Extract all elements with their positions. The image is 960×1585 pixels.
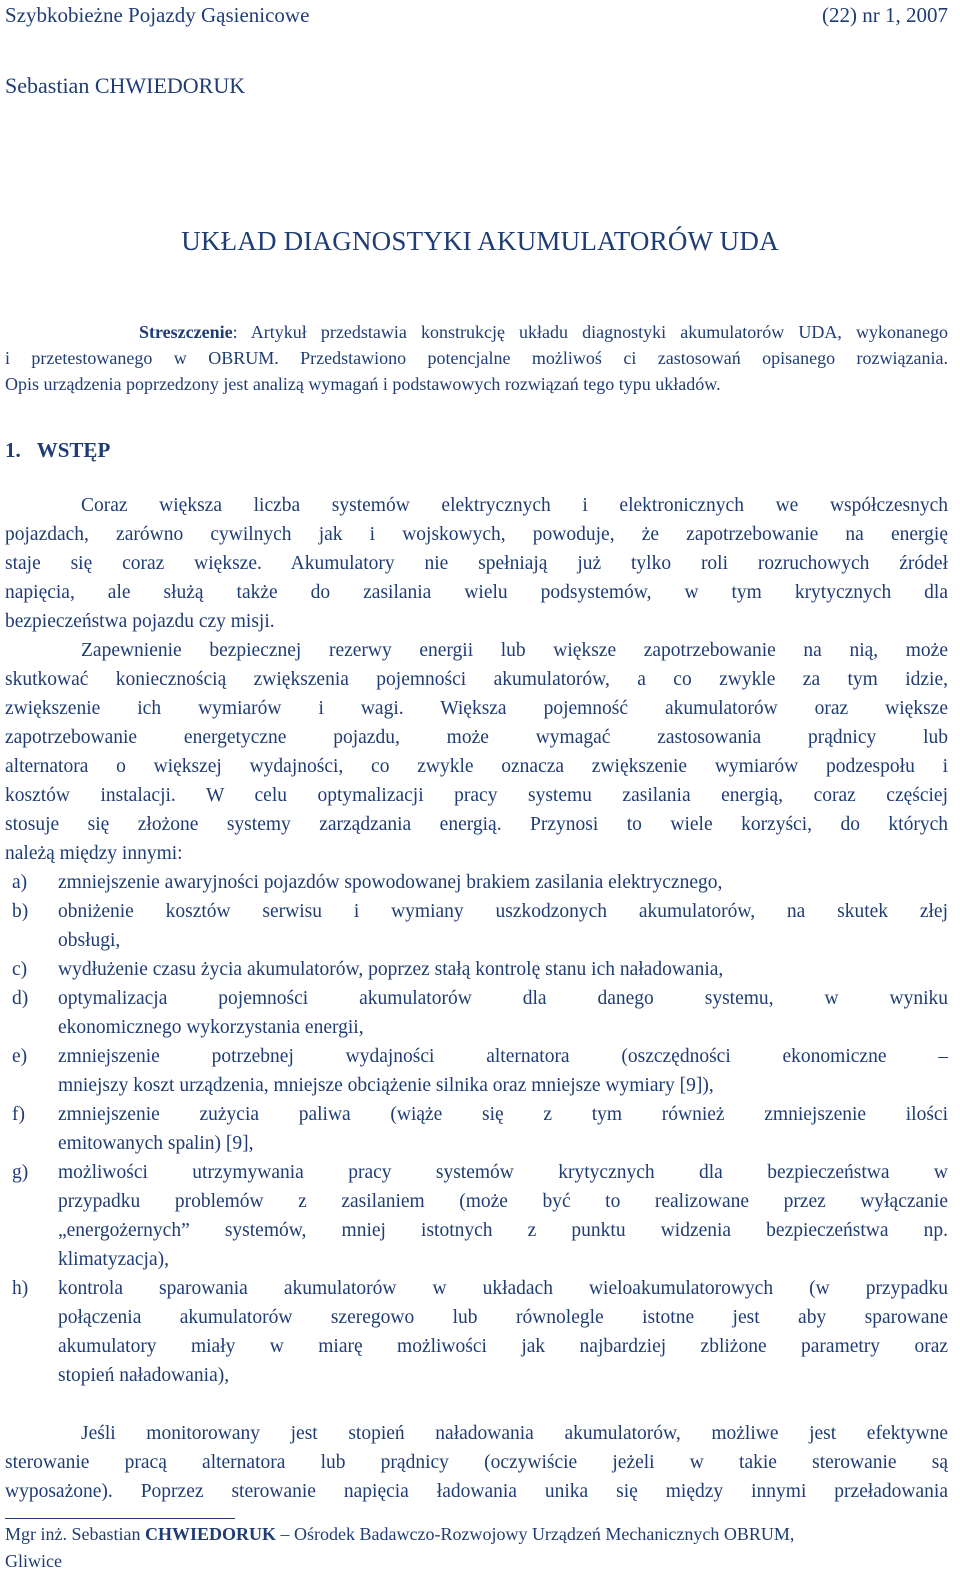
paragraph-line: zapotrzebowanie energetyczne pojazdu, może wymagać zastosowania prądnicy lub <box>5 727 948 748</box>
list-item <box>5 1100 948 1158</box>
list-marker: a) <box>12 872 28 893</box>
list-item-line: zmniejszenie awaryjności pojazdów spowodowanej brakiem zasilania elektrycznego, <box>58 872 723 893</box>
list-item-line: kontrola sparowania akumulatorów w układach wieloakumulatorowych (w przypadku <box>58 1278 948 1299</box>
list-marker: f) <box>12 1104 25 1125</box>
paragraph-line: Jeśli monitorowany jest stopień naładowania akumulatorów, możliwe jest efektywne <box>81 1423 948 1444</box>
paragraph-line: zwiększenie ich wymiarów i wagi. Większa pojemność akumulatorów oraz większe <box>5 698 948 719</box>
paper-title: UKŁAD DIAGNOSTYKI AKUMULATORÓW UDA <box>181 226 779 256</box>
paragraph-line: Coraz większa liczba systemów elektrycznych i elektronicznych we współczesnych <box>81 495 948 516</box>
issue-number: (22) nr 1, 2007 <box>822 3 948 27</box>
list-item <box>5 897 948 955</box>
list-item-line: mniejszy koszt urządzenia, mniejsze obciążenie silnika oraz mniejsze wymiary [9]), <box>58 1075 714 1096</box>
footnote-name: CHWIEDORUK <box>144 1524 276 1544</box>
paragraph-line: należą między innymi: <box>5 843 183 864</box>
list-marker: b) <box>12 901 29 922</box>
list-item-line: możliwości utrzymywania pracy systemów krytycznych dla bezpieczeństwa w <box>58 1162 948 1183</box>
list-marker: g) <box>12 1162 29 1183</box>
list-item-line: obsługi, <box>58 930 121 951</box>
list-item <box>5 955 948 984</box>
abstract <box>5 319 948 397</box>
author-footnote <box>5 1521 948 1575</box>
paragraph-line: alternatora o większej wydajności, co zwykle oznacza zwiększenie wymiarów podzespołu i <box>5 756 948 777</box>
list-item <box>5 1274 948 1390</box>
running-header <box>5 3 948 29</box>
abstract-text-1: : Artykuł przedstawia konstrukcję układu diagnostyki akumulatorów UDA, wykonanego <box>232 322 948 342</box>
body-text <box>5 491 948 1506</box>
paragraph-line: napięcia, ale służą także do zasilania wielu podsystemów, w tym krytycznych dla <box>5 582 948 603</box>
paragraph-line: sterowanie pracą alternatora lub prądnicy (oczywiście jeżeli w takie sterowanie są <box>5 1452 948 1473</box>
list-item-line: stopień naładowania), <box>58 1365 230 1386</box>
paragraph-line: stosuje się złożone systemy zarządzania energią. Przynosi to wiele korzyści, do których <box>5 814 948 835</box>
footnote-affiliation: – Ośrodek Badawczo-Rozwojowy Urządzeń Mechanicznych OBRUM, <box>276 1524 795 1544</box>
list-marker: d) <box>12 988 29 1009</box>
list-item-line: zmniejszenie potrzebnej wydajności alternatora (oszczędności ekonomiczne – <box>58 1046 948 1067</box>
list-item-line: akumulatory miały w miarę możliwości jak najbardziej zbliżone parametry oraz <box>58 1336 948 1357</box>
abstract-line-1 <box>5 319 948 345</box>
paragraph-2 <box>5 636 948 868</box>
paragraph-line: pojazdach, zarówno cywilnych jak i wojskowych, powoduje, że zapotrzebowanie na energię <box>5 524 948 545</box>
list-marker: e) <box>12 1046 28 1067</box>
list-item-line: obniżenie kosztów serwisu i wymiany uszkodzonych akumulatorów, na skutek złej <box>58 901 948 922</box>
paragraph-line: staje się coraz większe. Akumulatory nie spełniają już tylko roli rozruchowych źródeł <box>5 553 948 574</box>
list-item-line: optymalizacja pojemności akumulatorów dla danego systemu, w wyniku <box>58 988 948 1009</box>
journal-name: Szybkobieżne Pojazdy Gąsienicowe <box>5 3 310 27</box>
list-item-line: wydłużenie czasu życia akumulatorów, poprzez stałą kontrolę stanu ich naładowania, <box>58 959 724 980</box>
section-heading <box>5 438 110 463</box>
list-item-line: „energożernych” systemów, mniej istotnych z punktu widzenia bezpieczeństwa np. <box>58 1220 948 1241</box>
abstract-line-2: i przetestowanego w OBRUM. Przedstawiono potencjalne możliwoś ci zastosowań opisanego rozwiązania. <box>5 348 948 368</box>
footnote-city: Gliwice <box>5 1551 62 1571</box>
paragraph-line: kosztów instalacji. W celu optymalizacji pracy systemu zasilania energią, coraz częściej <box>5 785 948 806</box>
list-marker: h) <box>12 1278 29 1299</box>
list-item-line: zmniejszenie zużycia paliwa (wiąże się z tym również zmniejszenie ilości <box>58 1104 948 1125</box>
list-item-line: przypadku problemów z zasilaniem (może być to realizowane przez wyłączanie <box>58 1191 948 1212</box>
section-title: WSTĘP <box>36 438 111 462</box>
footnote-rule <box>5 1518 235 1519</box>
list-item-line: klimatyzacja), <box>58 1249 169 1270</box>
abstract-line-3: Opis urządzenia poprzedzony jest analizą wymagań i podstawowych rozwiązań tego typu układów. <box>5 374 721 394</box>
paragraph-line: wyposażone). Poprzez sterowanie napięcia ładowania unika się między innymi przeładowania <box>5 1481 948 1502</box>
paragraph-1 <box>5 491 948 636</box>
benefits-list <box>5 868 948 1390</box>
footnote-prefix: Mgr inż. Sebastian <box>5 1524 145 1544</box>
list-item <box>5 868 948 897</box>
paragraph-3 <box>5 1419 948 1506</box>
list-item-line: emitowanych spalin) [9], <box>58 1133 254 1154</box>
list-item-line: połączenia akumulatorów szeregowo lub równolegle istotne jest aby sparowane <box>58 1307 948 1328</box>
paragraph-gap <box>5 1390 948 1419</box>
paragraph-line: Zapewnienie bezpiecznej rezerwy energii lub większe zapotrzebowanie na nią, może <box>81 640 948 661</box>
section-number: 1. <box>5 438 21 462</box>
list-item-line: ekonomicznego wykorzystania energii, <box>58 1017 364 1038</box>
abstract-label: Streszczenie <box>139 322 233 342</box>
list-item <box>5 1158 948 1274</box>
paragraph-line: skutkować koniecznością zwiększenia pojemności akumulatorów, a co zwykle za tym idzie, <box>5 669 948 690</box>
paragraph-line: bezpieczeństwa pojazdu czy misji. <box>5 611 275 632</box>
author-line: Sebastian CHWIEDORUK <box>5 73 246 98</box>
list-item <box>5 984 948 1042</box>
list-marker: c) <box>12 959 28 980</box>
list-item <box>5 1042 948 1100</box>
